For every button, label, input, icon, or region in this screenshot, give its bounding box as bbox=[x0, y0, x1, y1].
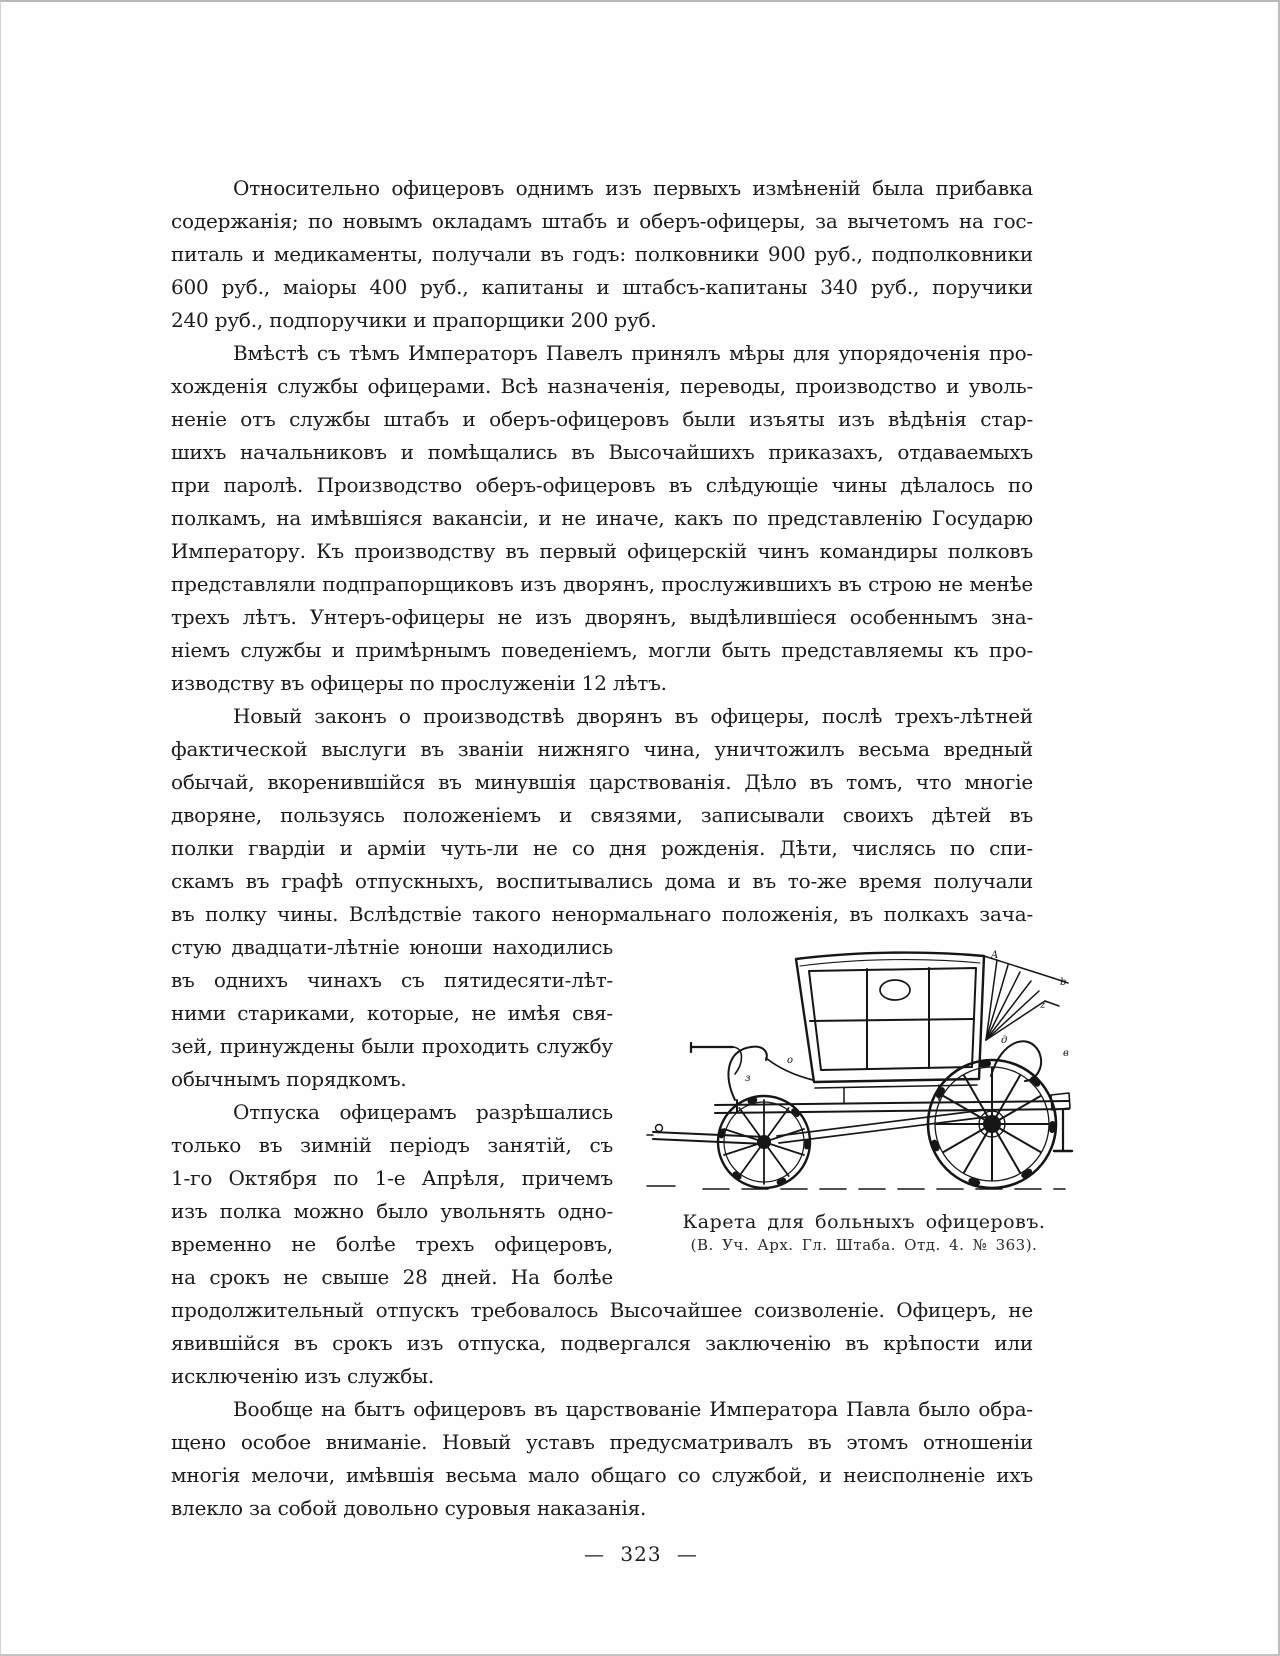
text-line: скамъ въ графѣ отпускныхъ, воспитывались дома и въ то-же время получали bbox=[171, 869, 1033, 893]
text-line: явившійся въ срокъ изъ отпуска, подвергался заключенію въ крѣпости или bbox=[171, 1331, 1033, 1355]
paragraph bbox=[171, 337, 1033, 700]
text-line: шихъ начальниковъ и помѣщались въ Высочайшихъ приказахъ, отдаваемыхъ bbox=[171, 440, 1033, 464]
text-line: въ однихъ чинахъ съ пятидесяти-лѣт- bbox=[171, 968, 613, 992]
svg-text:z: z bbox=[1040, 1000, 1046, 1011]
text-line: изводству въ офицеры по прослуженіи 12 лѣтъ. bbox=[171, 671, 667, 695]
carriage-figure bbox=[639, 948, 1075, 1256]
text-flow bbox=[171, 172, 1033, 1525]
text-line: временно не болѣе трехъ офицеровъ, bbox=[171, 1232, 613, 1256]
text-line: питаль и медикаменты, получали въ годъ: полковники 900 руб., подполковники bbox=[171, 242, 1033, 266]
figure-caption: Карета для больныхъ офицеровъ. bbox=[682, 1211, 1046, 1233]
text-segment-narrow bbox=[171, 931, 613, 1294]
text-line: въ полку чины. Вслѣдствіе такого ненормальнаго положенія, въ полкахъ зача- bbox=[171, 902, 1033, 926]
paragraph bbox=[171, 1294, 1033, 1393]
text-line: Вообще на бытъ офицеровъ въ царствованіе Императора Павла было обра- bbox=[233, 1397, 1033, 1421]
text-line: фактической выслуги въ званіи нижняго чина, уничтожилъ весьма вредный bbox=[171, 737, 1033, 761]
text-line: хожденія службы офицерами. Всѣ назначенія, переводы, производство и уволь- bbox=[171, 374, 1033, 398]
svg-text:з: з bbox=[745, 1073, 751, 1084]
text-line: Императору. Къ производству въ первый офицерскій чинъ командиры полковъ bbox=[171, 539, 1033, 563]
text-line: 240 руб., подпоручики и прапорщики 200 руб. bbox=[171, 308, 657, 332]
text-line: неніе отъ службы штабъ и оберъ-офицеровъ были изъяты изъ вѣдѣнія стар- bbox=[171, 407, 1033, 431]
figure-caption-block bbox=[639, 1210, 1075, 1256]
text-line: 600 руб., маіоры 400 руб., капитаны и штабсъ-капитаны 340 руб., поручики bbox=[171, 275, 1033, 299]
text-line: содержанія; по новымъ окладамъ штабъ и оберъ-офицеры, за вычетомъ на гос- bbox=[171, 209, 1033, 233]
carriage-illustration bbox=[639, 948, 1075, 1198]
text-line: обычай, вкоренившійся въ минувшія царствованія. Дѣло въ томъ, что многіе bbox=[171, 770, 1033, 794]
text-line: на срокъ не свыше 28 дней. На болѣе bbox=[171, 1265, 613, 1289]
text-line: ними стариками, которые, не имѣя свя- bbox=[171, 1001, 613, 1025]
text-line: изъ полка можно было увольнять одно- bbox=[171, 1199, 613, 1223]
paragraph bbox=[171, 1096, 613, 1294]
text-segment-full bbox=[171, 1294, 1033, 1525]
page-number: — 323 — bbox=[584, 1542, 698, 1566]
paragraph bbox=[171, 700, 1033, 931]
text-line: трехъ лѣтъ. Унтеръ-офицеры не изъ дворянъ, выдѣлившіеся особеннымъ зна- bbox=[171, 605, 1033, 629]
text-line: обычнымъ порядкомъ. bbox=[171, 1067, 407, 1091]
text-line: Относительно офицеровъ однимъ изъ первыхъ измѣненій была прибавка bbox=[233, 176, 1033, 200]
svg-text:в: в bbox=[1063, 1048, 1069, 1059]
text-line: зей, принуждены были проходить службу bbox=[171, 1034, 613, 1058]
text-line: полки гвардіи и арміи чуть-ли не со дня рожденія. Дѣти, числясь по спи- bbox=[171, 836, 1033, 860]
text-line: влекло за собой довольно суровыя наказанія. bbox=[171, 1496, 647, 1520]
figure-source: (В. Уч. Арх. Гл. Штаба. Отд. 4. № 363). bbox=[690, 1236, 1038, 1254]
paragraph bbox=[171, 931, 613, 1096]
text-segment-full bbox=[171, 172, 1033, 931]
svg-text:b: b bbox=[1060, 977, 1067, 988]
paragraph bbox=[171, 1393, 1033, 1525]
text-line: 1-го Октября по 1-е Апрѣля, причемъ bbox=[171, 1166, 613, 1190]
text-line: ніемъ службы и примѣрнымъ поведеніемъ, могли быть представляемы къ про- bbox=[171, 638, 1033, 662]
text-line: представляли подпрапорщиковъ изъ дворянъ, прослужившихъ въ строю не менѣе bbox=[171, 572, 1033, 596]
text-line: исключенію изъ службы. bbox=[171, 1364, 435, 1388]
text-line: Отпуска офицерамъ разрѣшались bbox=[233, 1100, 613, 1124]
svg-text:A: A bbox=[991, 950, 999, 961]
paragraph bbox=[171, 172, 1033, 337]
text-line: дворяне, пользуясь положеніемъ и связями, записывали своихъ дѣтей въ bbox=[171, 803, 1033, 827]
text-line: многія мелочи, имѣвшія весьма мало общаго со службой, и неисполненіе ихъ bbox=[171, 1463, 1033, 1487]
text-line: только въ зимній періодъ занятій, съ bbox=[171, 1133, 613, 1157]
svg-text:д: д bbox=[1001, 1035, 1008, 1046]
text-line: при паролѣ. Производство оберъ-офицеровъ въ слѣдующіе чины дѣлалось по bbox=[171, 473, 1033, 497]
text-line: Новый законъ о производствѣ дворянъ въ офицеры, послѣ трехъ-лѣтней bbox=[233, 704, 1033, 728]
text-line: щено особое вниманіе. Новый уставъ предусматривалъ въ этомъ отношеніи bbox=[171, 1430, 1033, 1454]
text-line: полкамъ, на имѣвшіяся вакансіи, и не иначе, какъ по представленію Государю bbox=[171, 506, 1033, 530]
text-line: Вмѣстѣ съ тѣмъ Императоръ Павелъ принялъ мѣры для упорядоченія про- bbox=[233, 341, 1033, 365]
svg-text:о: о bbox=[787, 1055, 794, 1066]
text-line: продолжительный отпускъ требовалось Высочайшее соизволеніе. Офицеръ, не bbox=[171, 1298, 1033, 1322]
text-line: стую двадцати-лѣтніе юноши находились bbox=[171, 935, 613, 959]
